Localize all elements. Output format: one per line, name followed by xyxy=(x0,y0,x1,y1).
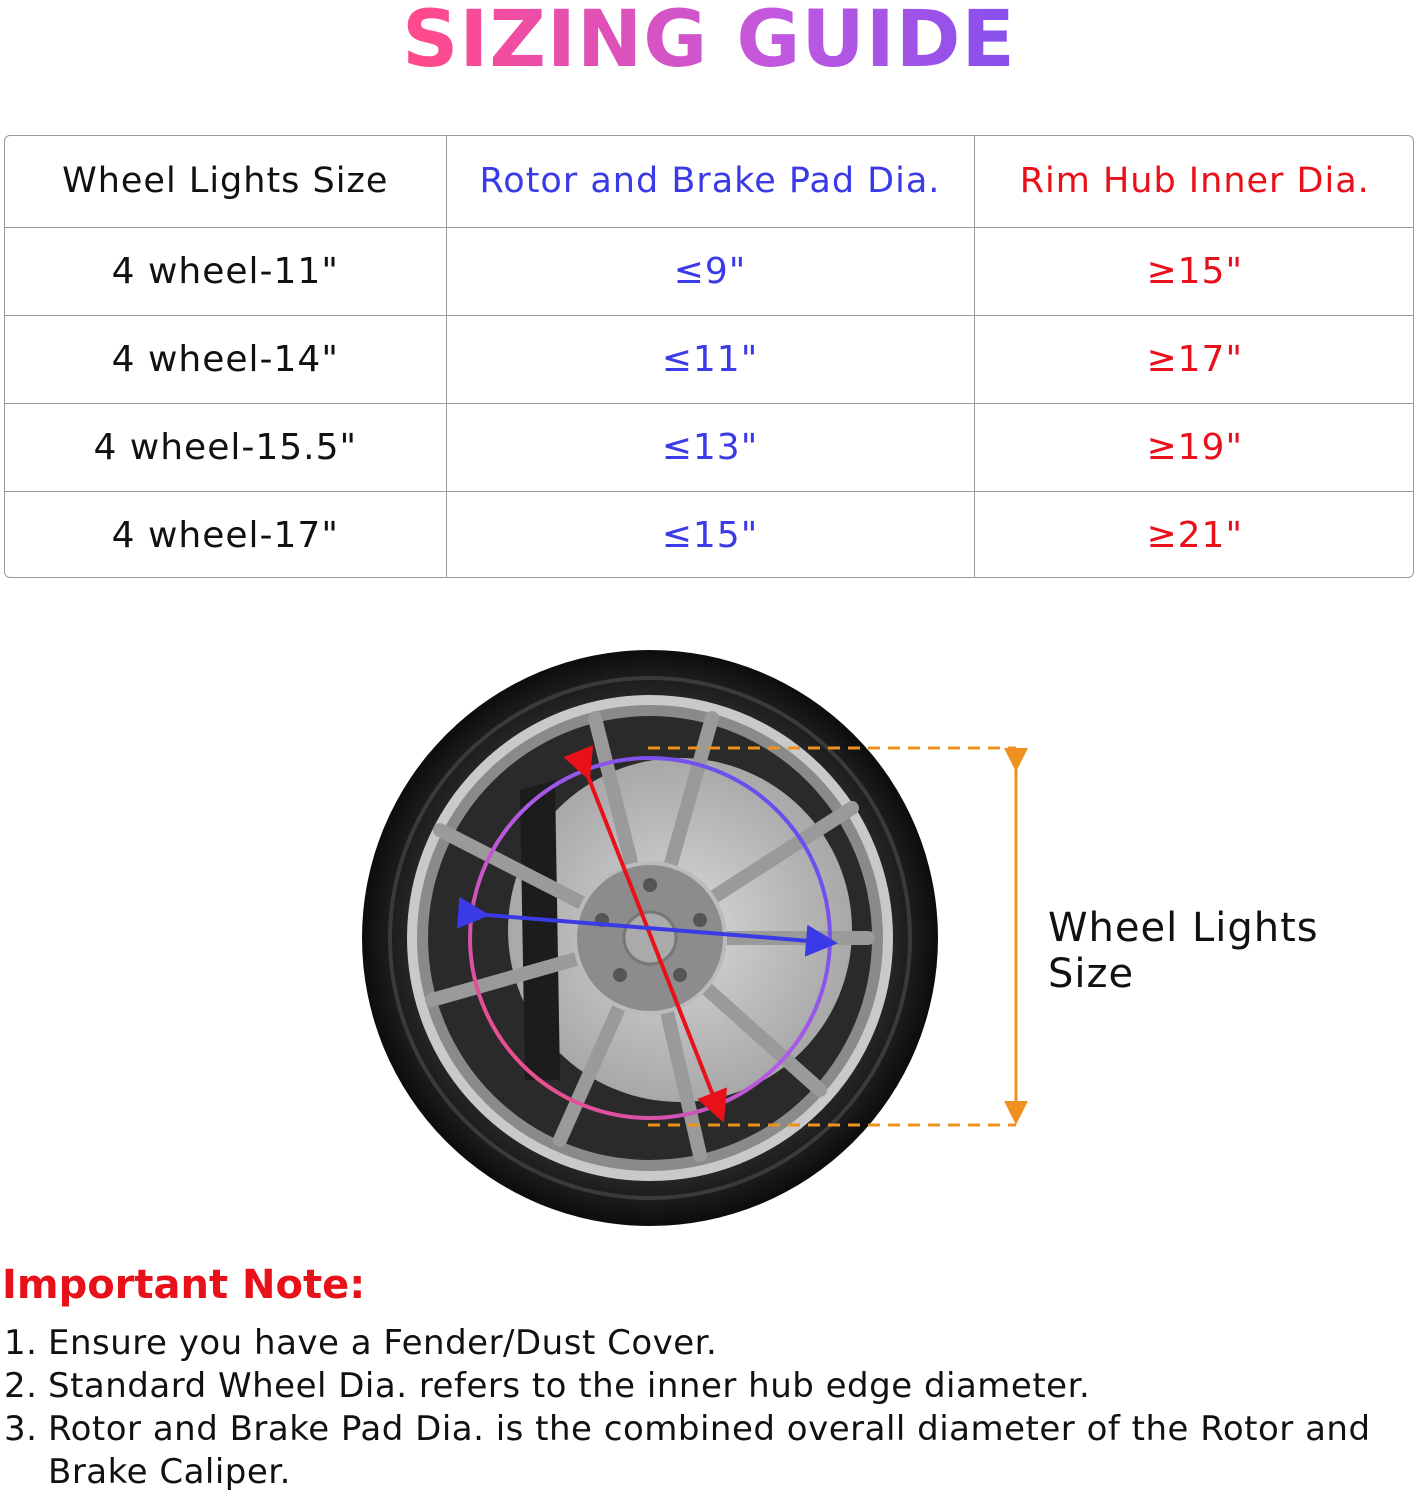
cell-rotor-dia: ≤15" xyxy=(446,491,974,578)
page-title: SIZING GUIDE xyxy=(0,0,1418,80)
note-number: 3. xyxy=(4,1409,38,1449)
note-number: 1. xyxy=(4,1323,38,1363)
cell-rim-dia: ≥17" xyxy=(974,315,1414,403)
header-rim-hub-inner-dia: Rim Hub Inner Dia. xyxy=(974,136,1414,227)
important-note-title: Important Note: xyxy=(2,1262,366,1308)
cell-rim-dia: ≥21" xyxy=(1146,514,1244,556)
brake-caliper xyxy=(520,780,560,1080)
note-item xyxy=(4,1365,1404,1408)
table-row xyxy=(5,315,1414,403)
table-row xyxy=(5,227,1414,315)
cell-rim-dia: ≥19" xyxy=(974,403,1414,491)
cell-wheel-size: 4 wheel-15.5" xyxy=(5,403,446,491)
notes-list xyxy=(4,1322,1404,1494)
note-item xyxy=(4,1408,1404,1494)
cell-rotor-dia: ≤13" xyxy=(446,403,974,491)
cell-wheel-size: 4 wheel-11" xyxy=(5,227,446,315)
wheel-lights-size-label: Wheel Lights Size xyxy=(1048,905,1319,997)
cell-rotor-dia: ≤9" xyxy=(446,227,974,315)
header-rotor-brake-pad-dia: Rotor and Brake Pad Dia. xyxy=(446,136,974,227)
sizing-table xyxy=(4,135,1414,578)
cell-rim-dia: ≥15" xyxy=(974,227,1414,315)
header-wheel-lights-size: Wheel Lights Size xyxy=(5,136,446,227)
cell-rotor-dia: ≤11" xyxy=(446,315,974,403)
cell-wheel-size: 4 wheel-17" xyxy=(5,491,446,578)
note-text: Rotor and Brake Pad Dia. is the combined overall diameter of the Rotor and Brake Caliper. xyxy=(48,1409,1371,1492)
note-item xyxy=(4,1322,1404,1365)
table-row xyxy=(5,403,1414,491)
table-header-row xyxy=(5,136,1414,227)
table-row xyxy=(5,491,1414,578)
note-text: Ensure you have a Fender/Dust Cover. xyxy=(48,1323,718,1363)
note-text: Standard Wheel Dia. refers to the inner hub edge diameter. xyxy=(48,1366,1091,1406)
note-number: 2. xyxy=(4,1366,38,1406)
cell-wheel-size: 4 wheel-14" xyxy=(5,315,446,403)
